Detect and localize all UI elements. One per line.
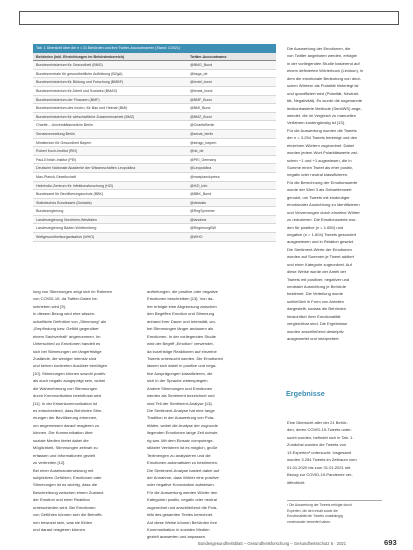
text-line: wurden 3.254 Tweets im Zeitraum vom bbox=[287, 457, 357, 463]
text-column-right-top bbox=[287, 45, 382, 343]
text-line: negativ oder neutral klassifizieren. bbox=[287, 172, 349, 178]
text-line: den, deren COVID-19-Tweets unter- bbox=[287, 427, 353, 433]
text-line: Stimmungen ist es wichtig, dass die bbox=[33, 482, 98, 488]
table-cell-account: @Leopoldina bbox=[190, 166, 212, 171]
table-cell-authority: Weltgesundheitsorganisation (WHO) bbox=[36, 235, 95, 240]
text-line: ausgewiesen und in Relation gesetzt. bbox=[287, 239, 355, 245]
text-line: und keinen konkreten Auslöser benötigen bbox=[33, 363, 108, 369]
table-cell-account: @HZI_Info bbox=[190, 183, 208, 188]
table-cell-authority: Bundesministerium des Innern, für Bau und Heimat (BMI) bbox=[36, 106, 128, 111]
text-line: ritäten, wobei die Analyse der zugrunde bbox=[147, 422, 218, 428]
table-cell-account: @WHO bbox=[190, 235, 203, 240]
text-line: und quantifiziert wird (Polarität, Neutrali- bbox=[287, 90, 359, 96]
text-line: der Emotion und einer Reaktion bbox=[33, 497, 90, 503]
text-line: es entscheidend, dass Behörden Stim- bbox=[33, 408, 103, 413]
footnote-divider bbox=[287, 500, 382, 501]
table-row bbox=[33, 113, 276, 122]
text-line: den Begriffen Emotion und Stimmung bbox=[147, 311, 215, 317]
text-line: schließlich in Form von Anteilen bbox=[287, 298, 344, 304]
text-line: erfassen und Informationen gezielt bbox=[33, 452, 96, 458]
text-line: und darauf reagieren können. bbox=[33, 527, 87, 532]
text-line: [10]. Stimmungen können sowohl positiv bbox=[33, 370, 106, 376]
running-header-box bbox=[19, 11, 399, 25]
table-cell-authority: Charité – Universitätsmedizin Berlin bbox=[36, 123, 93, 128]
text-line: negative (n = 1.604) Tweets gesondert bbox=[287, 231, 357, 237]
text-line: nen bewusst sein, was sie fühlen bbox=[33, 519, 93, 525]
text-line: sich bei Stimmungen um längerfristige bbox=[33, 348, 102, 354]
text-line: lassen sich dabei in positive und nega- bbox=[147, 363, 217, 369]
text-line: tive Ausprägungen klassifizieren, die bbox=[147, 370, 213, 376]
text-column-left bbox=[33, 288, 142, 533]
text-line: Andere Stimmungen und Emotionen bbox=[147, 385, 213, 391]
text-line: durch Kommunikation beeinflusst wird bbox=[33, 393, 102, 399]
table-row bbox=[33, 199, 276, 208]
text-line: wurde der Wert 3 als Schwellenwert bbox=[287, 187, 352, 193]
text-line: 13 Experten² untersucht. Insgesamt bbox=[287, 449, 352, 455]
text-line: der Annahme, dass Wörter eine positive bbox=[147, 474, 219, 480]
text-line: oder negative Konnotation aufweisen. bbox=[147, 482, 215, 488]
table-row bbox=[33, 156, 276, 165]
text-line: [11]. In der Krisenkommunikation ist bbox=[33, 400, 98, 406]
text-line: wendet, die im Vergleich zu manuellen bbox=[287, 112, 357, 118]
footnote-line: Experten, die den Inhalt sowie die bbox=[287, 508, 338, 513]
table-header-cell: Behörden (inkl. Einrichtungen im Behördenbereich) bbox=[36, 54, 125, 59]
table-cell-authority: Bundesministerium für Arbeit und Soziales (BMAS) bbox=[36, 88, 118, 93]
text-line: zu reduzieren. Die Emotionswerte wur- bbox=[287, 217, 357, 223]
text-line: und Verzerrungen durch einzelne Wörter bbox=[287, 209, 360, 215]
text-line: einem Sachverhalt“ angenommen. Im bbox=[33, 333, 101, 339]
table-row bbox=[33, 104, 276, 113]
text-line: Tweets mit positiver, negativer und bbox=[287, 276, 350, 282]
text-line: öffentlicht. bbox=[287, 479, 306, 485]
table-row bbox=[33, 87, 276, 96]
text-line: sich in der Sprache widerspiegeln. bbox=[147, 378, 209, 384]
text-line: Zustände, die weniger intensiv sind bbox=[33, 355, 97, 361]
text-line: lung von Stimmungen zeigt sich im Rahmen bbox=[33, 289, 112, 294]
table-cell-authority: Ministerium für Gesundheit Bayern bbox=[36, 140, 92, 145]
text-line: hinsichtlich ihrer Emotionalität bbox=[287, 313, 341, 319]
text-column-right-bottom bbox=[287, 419, 382, 486]
table-cell-authority: Bundeszentrale für gesundheitliche Aufklärung (BZgA) bbox=[36, 71, 123, 76]
text-line: Summe einen Tweet als eher positiv, bbox=[287, 165, 353, 170]
table-cell-account: @BBK_Bund bbox=[190, 192, 212, 197]
section-heading: Ergebnisse bbox=[286, 389, 325, 398]
text-line: Die Auswertung der Emotionen, die bbox=[287, 46, 351, 51]
text-line: schrieben wird [9]. bbox=[33, 303, 66, 309]
text-line: von Twitter angeboten werden, erfolgte bbox=[287, 53, 357, 59]
text-line: her erfolgte eine Abgrenzung zwischen bbox=[147, 303, 217, 309]
table-cell-account: @bzga_de bbox=[190, 71, 208, 76]
text-line: neutraler Ausrichtung je Behörde bbox=[287, 284, 346, 289]
table-cell-account: @BMG_Bund bbox=[190, 63, 213, 68]
text-line: Möglichkeit, Stimmungen zeitnah zu bbox=[33, 445, 98, 451]
text-line: dem die emotionale Bedeutung von deut- bbox=[287, 75, 362, 81]
text-line: In diesem Bezug wird eine wissen- bbox=[33, 311, 96, 317]
text-line: Bezug zur COVID-19-Pandemie ver- bbox=[287, 472, 353, 478]
text-line: unterschieden wird. Bei Emotionen bbox=[33, 504, 96, 510]
table-cell-account: @RegierungBW bbox=[190, 226, 217, 231]
text-line: zugeordnet und anschließend die Pola- bbox=[147, 504, 218, 510]
text-line: rität des gesamten Textes berechnet. bbox=[147, 512, 214, 518]
text-line: die Wahrnehmung von Stimmungen bbox=[33, 385, 98, 391]
table-row bbox=[33, 121, 276, 130]
text-line: vergleichbar sind. Die Ergebnisse bbox=[287, 321, 348, 327]
text-line: schen −1 und +1 zugewiesen, die in bbox=[287, 157, 352, 163]
text-line: bei Stimmungen länger andauern als bbox=[147, 326, 214, 332]
text-line: wurden anschließend deskriptiv bbox=[287, 328, 344, 334]
text-line: Emotionen automatisiert zu bestimmen. bbox=[147, 460, 219, 466]
text-line: Bei einer Auseinandersetzung mit bbox=[33, 467, 94, 473]
text-line: in der vorliegenden Studie basierend auf bbox=[287, 60, 360, 66]
text-line: genutzt, um Tweets mit eindeutiger bbox=[287, 194, 350, 200]
table-row bbox=[33, 207, 276, 216]
text-line: wurden auf Summen je Tweet addiert bbox=[287, 254, 354, 260]
text-line: liegenden Emotionen lange Zeit schwie- bbox=[147, 430, 219, 436]
text-line: sind Teil der Sentiment-Analyse [13]. bbox=[147, 400, 213, 406]
table-row bbox=[33, 130, 276, 139]
table-cell-authority: Landesregierung Baden-Württemberg bbox=[36, 226, 97, 231]
text-line: mungen der Bevölkerung erkennen, bbox=[33, 415, 98, 421]
table-cell-authority: Deutsche Nationale Akademie der Wissenschaften Leopoldina bbox=[36, 166, 136, 171]
table-row bbox=[33, 164, 276, 173]
table-cell-authority: Bundesministerium der Finanzen (BMF) bbox=[36, 97, 100, 102]
table-row bbox=[33, 147, 276, 156]
text-line: einzelnen Wörtern zugeordnet. Dabei bbox=[287, 142, 355, 148]
text-line: dargestellt, sodass die Behörden bbox=[287, 306, 346, 312]
text-line: wurden jedem Wort Polaritätswerte zwi- bbox=[287, 150, 359, 156]
table-cell-authority: Bundesministerium für wirtschaftliche Zusammenarbeit (BMZ) bbox=[36, 114, 135, 119]
table-cell-account: @BMZ_Bund bbox=[190, 114, 212, 119]
text-line: von Gefühlen können sich die Betroffe- bbox=[33, 512, 103, 518]
text-line: ausgewertet und interpretiert. bbox=[287, 336, 340, 342]
text-line: rig war. Mit dem Einsatz computerge- bbox=[147, 437, 214, 443]
text-line: Verfahren kostengünstig ist [13]. bbox=[287, 120, 345, 126]
table-row bbox=[33, 173, 276, 182]
text-line: werden als Sentiment bezeichnet und bbox=[147, 393, 215, 399]
text-line: sucht wurden, befindet sich in Tab. 1. bbox=[287, 434, 354, 440]
footnote-line: Emotionalität der Tweets unabhängig bbox=[287, 514, 343, 519]
text-line: da kurzfristige Reaktionen auf einzelne bbox=[147, 348, 217, 354]
table-cell-authority: Paul-Ehrlich-Institut (PEI) bbox=[36, 157, 77, 162]
text-line: 01.01.2020 bis zum 31.01.2021 mit bbox=[287, 464, 351, 470]
table-cell-authority: Bundesregierung bbox=[36, 209, 64, 214]
text-line: schen Wörtern als Polarität hinterlegt ist bbox=[287, 83, 359, 89]
table-cell-account: @senat_berlin bbox=[190, 131, 214, 136]
table-cell-account: @BMF_Bund bbox=[190, 97, 212, 102]
text-line: um angemessen darauf reagieren zu bbox=[33, 422, 100, 428]
text-line: tät, Negativität). Es wurde die sogenannte bbox=[287, 98, 363, 104]
text-line: Die Sentiment-Analyse hat eine lange bbox=[147, 408, 215, 413]
text-line: der n = 3.254 Tweets bereinigt und den bbox=[287, 135, 358, 141]
text-line: bestimmt. Die Verteilung wurde bbox=[287, 291, 344, 297]
text-line: Die Sentiment-Analyse basiert dabei auf bbox=[147, 467, 220, 473]
table-cell-account: @landnrw bbox=[190, 217, 207, 222]
text-line: Textmengen zu analysieren und die bbox=[147, 452, 211, 458]
text-line: Unterschied zu Emotionen handelt es bbox=[33, 341, 101, 347]
table-cell-account: @stmgp_bayern bbox=[190, 140, 217, 145]
table-row bbox=[33, 139, 276, 148]
text-line: „Empfindung bzw. Gefühl gegenüber bbox=[33, 326, 99, 332]
text-line: stützter Verfahren ist es möglich, große bbox=[147, 445, 218, 451]
table-cell-authority: Max-Planck-Gesellschaft bbox=[36, 174, 76, 179]
text-line: Auf diese Weise können Behörden ihre bbox=[147, 519, 218, 525]
text-line: lexikonbasierte Methode (SentiWS) ange- bbox=[287, 105, 362, 111]
text-line: Zunächst wurden die Tweets von bbox=[287, 442, 347, 448]
table-cell-authority: Statistisches Bundesamt (Destatis) bbox=[36, 200, 92, 205]
footnote-line: ² Die Auswertung der Tweets erfolgte durch bbox=[287, 503, 352, 507]
table-cell-authority: Bundesamt für Bevölkerungsschutz (BBK) bbox=[36, 192, 104, 197]
table-row bbox=[33, 61, 276, 70]
text-line: Tweets untersucht werden. Die Emotionen bbox=[147, 355, 224, 361]
table-row bbox=[33, 190, 276, 199]
table-cell-account: @BMI_Bund bbox=[190, 106, 211, 111]
footnote bbox=[287, 503, 382, 525]
table-cell-account: @bmas_bund bbox=[190, 88, 213, 93]
table-row bbox=[33, 224, 276, 233]
table-cell-authority: Helmholtz-Zentrum für Infektionsforschung (HZI) bbox=[36, 183, 114, 188]
text-line: Beschreibung zwischen einem Zustand bbox=[33, 489, 104, 495]
text-line: auftretungen, die positive oder negative bbox=[147, 289, 218, 294]
text-line: soziale Medien bietet dabei die bbox=[33, 437, 89, 443]
text-line: zu verbreiten [12]. bbox=[33, 460, 66, 466]
text-line: diese Weise wurde der Anteil der bbox=[287, 269, 347, 275]
table-row bbox=[33, 216, 276, 225]
text-line: Die Sentiment-Werte der Emotionen bbox=[287, 246, 352, 252]
table-cell-authority: Bundesministerium für Gesundheit (BMG) bbox=[36, 63, 103, 68]
table-cell-account: @ChariteBerlin bbox=[190, 123, 215, 128]
table-row bbox=[33, 70, 276, 79]
text-line: wird der Begriff „Emotion“ verwendet, bbox=[147, 341, 214, 347]
text-line: können. Die Kommunikation über bbox=[33, 430, 93, 436]
table-cell-authority: Landesregierung Nordrhein-Westfalen bbox=[36, 217, 97, 222]
text-line: einem definierten Wörterbuch (Lexikon), in bbox=[287, 68, 364, 74]
text-line: den für positive (n = 1.650) und bbox=[287, 224, 344, 230]
text-line: anhand ihrer Dauer und Intensität, wo- bbox=[147, 318, 217, 324]
table-cell-authority: Robert Koch-Institut (RKI) bbox=[36, 149, 78, 154]
text-line: Eine Übersicht aller der 21 Behör- bbox=[287, 420, 348, 425]
journal-footer: Bundesgesundheitsblatt – Gesundheitsforschung – Gesundheitsschutz 6 · 2021 bbox=[198, 541, 347, 546]
text-line: als auch negativ ausgeprägt sein, wobei bbox=[33, 378, 105, 384]
text-line: Für die Auswertung werden Wörter den bbox=[147, 489, 218, 495]
text-line: von COVID-19, da Twitter-Daten be- bbox=[33, 296, 99, 302]
table-caption: Tab. 1 Übersicht über die n = 21 Behörden und ihre Twitter-Accountnamen (Stand: 1/2021) bbox=[33, 44, 276, 53]
text-line: schaftliche Definition von „Stimmung“ als bbox=[33, 318, 107, 324]
table-cell-authority: Senatsverwaltung Berlin bbox=[36, 131, 75, 136]
text-line: gezielt auswerten und anpassen. bbox=[147, 534, 207, 540]
text-line: subjektiven Gefühlen, Emotionen oder bbox=[33, 474, 102, 480]
table-cell-account: @rki_de bbox=[190, 149, 204, 154]
twitter-accounts-table bbox=[33, 44, 276, 242]
table-cell-account: @PEI_Germany bbox=[190, 157, 217, 162]
text-line: Für die Auswertung wurden die Tweets bbox=[287, 127, 357, 133]
text-line: Kategorien positiv, negativ oder neutral bbox=[147, 497, 217, 503]
text-line: Emotionen. In der vorliegenden Studie bbox=[147, 333, 216, 339]
table-header-row bbox=[33, 53, 276, 62]
table-cell-account: @bmbf_bund bbox=[190, 80, 212, 85]
table-cell-account: @destatis bbox=[190, 200, 207, 205]
table-body bbox=[33, 61, 276, 241]
text-line: emotionaler Ausrichtung zu identifizieren bbox=[287, 202, 360, 208]
table-row bbox=[33, 233, 276, 242]
text-line: Für die Berechnung der Emotionswerte bbox=[287, 179, 358, 185]
table-row bbox=[33, 78, 276, 87]
page-number: 693 bbox=[384, 538, 397, 547]
text-line: Tradition in der Auswertung von Pola- bbox=[147, 415, 215, 421]
table-row bbox=[33, 96, 276, 105]
text-line: Kommunikation in sozialen Medien bbox=[147, 527, 210, 532]
text-line: Emotionen beschreiben [13]. Von da- bbox=[147, 296, 214, 302]
footnote-line: voneinander bewertet haben. bbox=[287, 519, 331, 524]
table-cell-authority: Bundesministerium für Bildung und Forschung (BMBF) bbox=[36, 80, 124, 85]
table-cell-account: @RegSprecher bbox=[190, 209, 215, 214]
text-column-middle bbox=[147, 288, 274, 541]
text-line: und einer Kategorie zugeordnet. Auf bbox=[287, 261, 352, 267]
table-header-cell: Twitter-Accountname bbox=[190, 54, 227, 59]
table-cell-account: @maxplanckpress bbox=[190, 174, 220, 179]
table-row bbox=[33, 182, 276, 191]
